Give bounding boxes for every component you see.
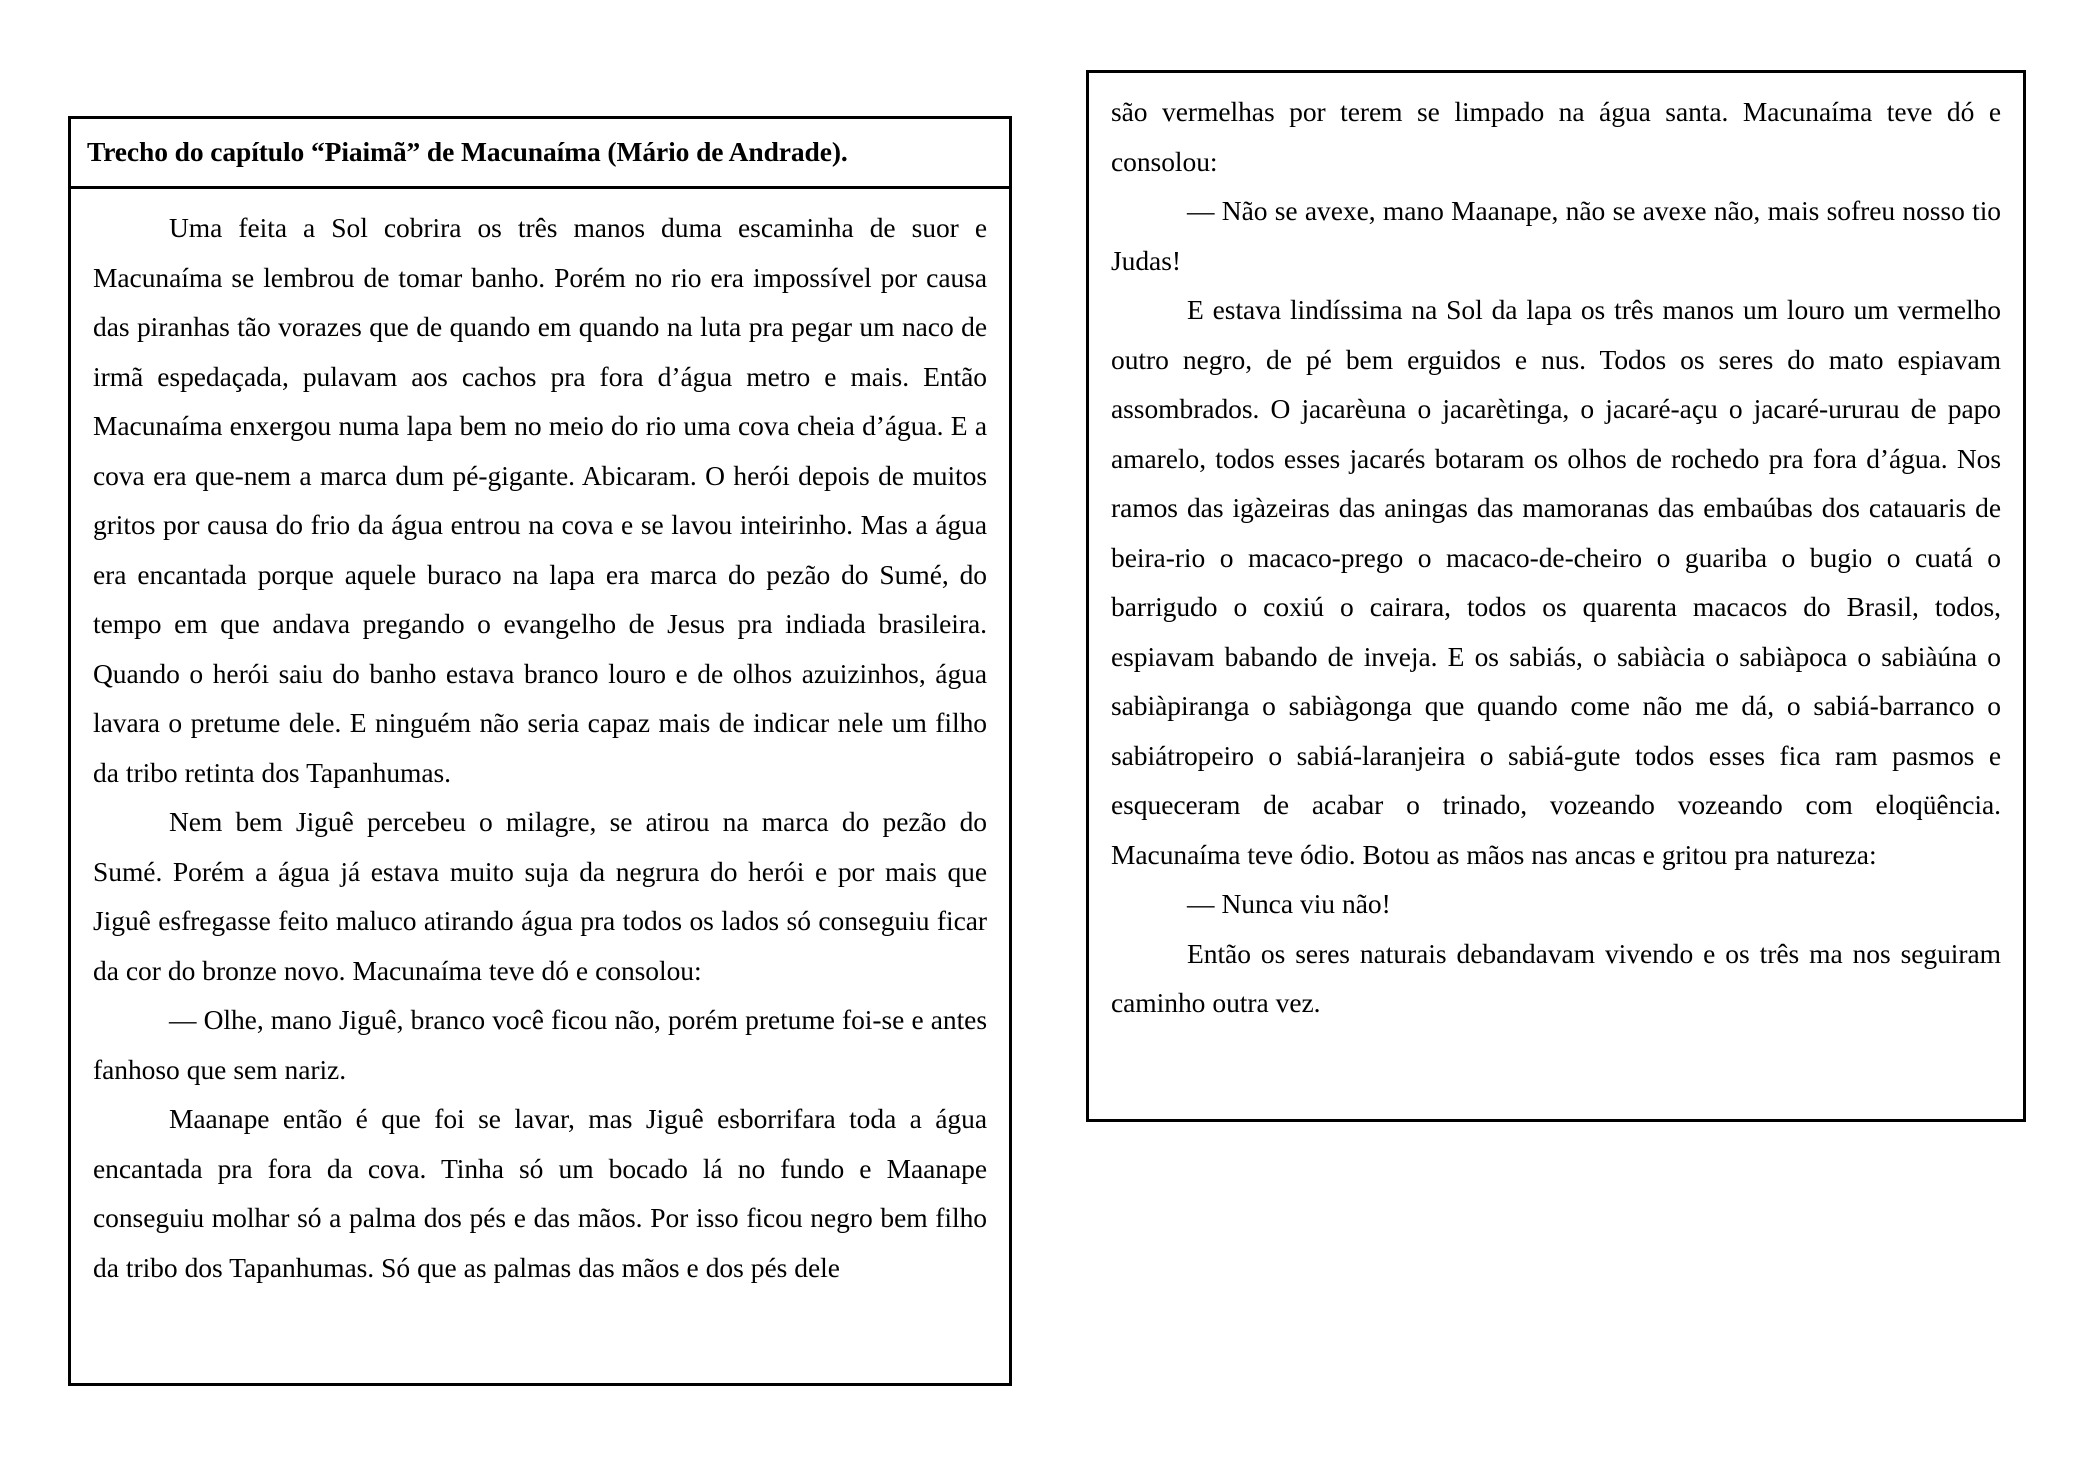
paragraph: Nem bem Jiguê percebeu o milagre, se atirou na marca do pezão do Sumé. Porém a água já estava muito suja da negrura do herói e por mais que Jiguê esfregasse feito maluco atirando água pra todos os lados só conseguiu ficar da cor do bronze novo. Macunaíma teve dó e consolou: [93, 806, 987, 986]
paragraph: Uma feita a Sol cobrira os três manos duma escaminha de suor e Macunaíma se lembrou de tomar banho. Porém no rio era impossível por causa das piranhas tão vorazes que de quando em quando na luta pra pegar um naco de irmã espedaçada, pulavam aos cachos pra fora d’água metro e mais. Então Macunaíma enxergou numa lapa bem no meio do rio uma cova cheia d’água. E a cova era que-nem a marca dum pé-gigante. Abicaram. O herói depois de muitos gritos por causa do frio da água entrou na cova e se lavou inteirinho. Mas a água era encantada porque aquele buraco na lapa era marca do pezão do Sumé, do tempo em que andava pregando o evangelho de Jesus pra indiada brasileira. Quando o herói saiu do banho estava branco louro e de olhos azuizinhos, água lavara o pretume dele. E ninguém não seria capaz mais de indicar nele um filho da tribo retinta dos Tapanhumas. [93, 212, 987, 788]
paragraph: Maanape então é que foi se lavar, mas Jiguê esborrifara toda a água encantada pra fora da cova. Tinha só um bocado lá no fundo e Maanape conseguiu molhar só a palma dos pés e das mãos. Por isso ficou negro bem filho da tribo dos Tapanhumas. Só que as palmas das mãos e dos pés dele [93, 1103, 987, 1283]
paragraph-dialogue: — Nunca viu não! [1187, 888, 1391, 919]
paragraph-dialogue: — Olhe, mano Jiguê, branco você ficou não, porém pretume foi-se e antes fanhoso que sem nariz. [93, 1004, 987, 1085]
excerpt-title: Trecho do capítulo “Piaimã” de Macunaíma (Mário de Andrade). [71, 119, 1009, 189]
left-box-body [71, 189, 1009, 1302]
right-text-box [1086, 70, 2026, 1122]
right-box-body [1089, 73, 2023, 1038]
paragraph-dialogue: — Não se avexe, mano Maanape, não se avexe não, mais sofreu nosso tio Judas! [1111, 195, 2001, 276]
paragraph: E estava lindíssima na Sol da lapa os três manos um louro um vermelho outro negro, de pé bem erguidos e nus. Todos os seres do mato espiavam assombrados. O jacarèuna o jacarètinga, o jacaré-açu o jacaré-ururau de papo amarelo, todos esses jacarés botaram os olhos de rochedo pra fora d’água. Nos ramos das igàzeiras das aningas das mamoranas das embaúbas dos catauaris de beira-rio o macaco-prego o macaco-de-cheiro o guariba o bugio o cuatá o barrigudo o coxiú o cairara, todos os quarenta macacos do Brasil, todos, espiavam babando de inveja. E os sabiás, o sabiàcia o sabiàpoca o sabiàúna o sabiàpiranga o sabiàgonga que quando come não me dá, o sabiá-barranco o sabiátropeiro o sabiá-laranjeira o sabiá-gute todos esses fica ram pasmos e esqueceram de acabar o trinado, vozeando vozeando com eloqüência. Macunaíma teve ódio. Botou as mãos nas ancas e gritou pra natureza: [1111, 294, 2001, 870]
paragraph: são vermelhas por terem se limpado na água santa. Macunaíma teve dó e consolou: [1111, 96, 2001, 177]
paragraph: Então os seres naturais debandavam vivendo e os três ma nos seguiram caminho outra vez. [1111, 937, 2001, 1018]
left-text-box [68, 116, 1012, 1386]
